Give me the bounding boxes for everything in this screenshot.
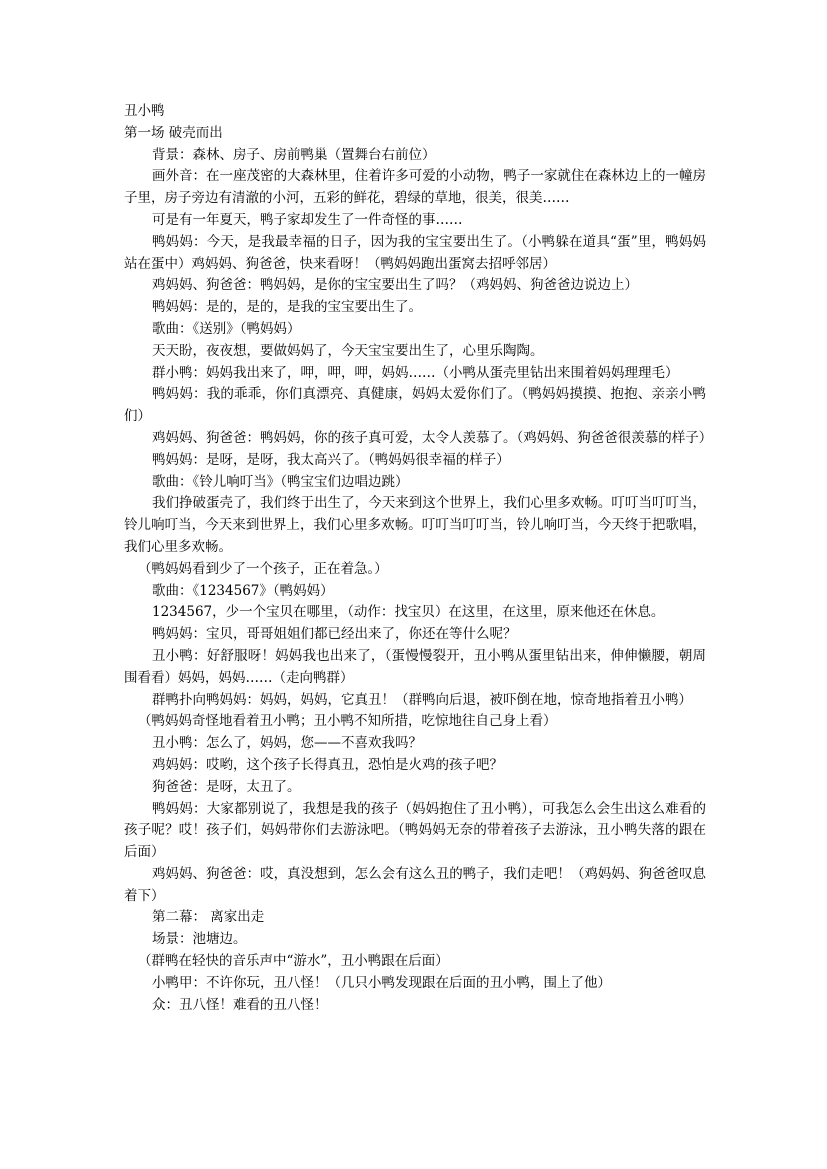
paragraph: 我们挣破蛋壳了，我们终于出生了，今天来到这个世界上，我们心里多欢畅。叮叮当叮叮当，铃儿响叮当，今天来到世界上，我们心里多欢畅。叮叮当叮叮当，铃儿响叮当，今天终于把歌唱，我们心里多欢畅。 — [124, 495, 706, 555]
paragraph: 天天盼，夜夜想，要做妈妈了，今天宝宝要出生了，心里乐陶陶。 — [152, 342, 544, 359]
paragraph: 鸭妈妈：今天，是我最幸福的日子，因为我的宝宝要出生了。（小鸭躲在道具“蛋”里，鸭妈妈站在蛋中）鸡妈妈、狗爸爸，快来看呀！（鸭妈妈跑出蛋窝去招呼邻居） — [124, 233, 706, 272]
paragraph: 背景：森林、房子、房前鸭巢（置舞台右前位） — [152, 146, 436, 163]
paragraph: 歌曲：《铃儿响叮当》（鸭宝宝们边唱边跳） — [152, 473, 409, 490]
paragraph: 画外音：在一座茂密的大森林里，住着许多可爱的小动物，鸭子一家就住在森林边上的一幢房子里，房子旁边有清澈的小河，五彩的鲜花，碧绿的草地，很美，很美…… — [124, 168, 706, 207]
paragraph: （鸭妈妈看到少了一个孩子，正在着急。） — [138, 560, 388, 577]
paragraph: 第二幕： 离家出走 — [152, 909, 265, 926]
paragraph: （群鸭在轻快的音乐声中“游水”，丑小鸭跟在后面） — [138, 953, 449, 970]
document-title: 丑小鸭 — [124, 103, 165, 119]
paragraph: 群鸭扑向鸭妈妈：妈妈，妈妈，它真丑！（群鸭向后退，被吓倒在地，惊奇地指着丑小鸭） — [152, 691, 692, 708]
paragraph: 丑小鸭：怎么了，妈妈，您——不喜欢我吗？ — [152, 735, 422, 752]
paragraph: 歌曲：《送别》（鸭妈妈） — [152, 320, 301, 337]
paragraph: 众：丑八怪！难看的丑八怪！ — [152, 996, 328, 1013]
paragraph: 歌曲：《1234567》（鸭妈妈） — [152, 582, 334, 599]
paragraph: 1234567，少一个宝贝在哪里，（动作：找宝贝）在这里，在这里，原来他还在休息。 — [152, 604, 665, 621]
paragraph: 群小鸭：妈妈我出来了，呷，呷，呷，妈妈……（小鸭从蛋壳里钻出来围着妈妈理理毛） — [152, 364, 679, 381]
paragraph: 鸭妈妈：大家都别说了，我想是我的孩子（妈妈抱住了丑小鸭），可我怎么会生出这么难看的孩子呢？哎！孩子们，妈妈带你们去游泳吧。（鸭妈妈无奈的带着孩子去游泳，丑小鸭失落的跟在后面） — [124, 800, 706, 861]
paragraph: 场景：池塘边。 — [152, 931, 247, 948]
paragraph: 小鸭甲：不许你玩，丑八怪！（几只小鸭发现跟在后面的丑小鸭，围上了他） — [152, 974, 611, 991]
paragraph: 鸡妈妈：哎哟，这个孩子长得真丑，恐怕是火鸡的孩子吧？ — [152, 756, 503, 773]
document-body — [124, 101, 713, 1016]
paragraph: 鸡妈妈、狗爸爸：鸭妈妈，你的孩子真可爱，太令人羡慕了。（鸡妈妈、狗爸爸很羡慕的样子） — [152, 429, 713, 446]
paragraph: 丑小鸭：好舒服呀！妈妈我也出来了，（蛋慢慢裂开，丑小鸭从蛋里钻出来，伸伸懒腰，朝周围看看）妈妈，妈妈……（走向鸭群） — [124, 647, 706, 686]
paragraph: 鸭妈妈：是的，是的，是我的宝宝要出生了。 — [152, 299, 422, 316]
paragraph: 鸡妈妈、狗爸爸：鸭妈妈，是你的宝宝要出生了吗？（鸡妈妈、狗爸爸边说边上） — [152, 277, 638, 294]
paragraph: 可是有一年夏天，鸭子家却发生了一件奇怪的事…… — [152, 211, 463, 228]
paragraph: 鸭妈妈：是呀，是呀，我太高兴了。（鸭妈妈很幸福的样子） — [152, 451, 510, 468]
paragraph-list — [124, 123, 713, 1017]
paragraph: （鸭妈妈奇怪地看着丑小鸭；丑小鸭不知所措，吃惊地往自己身上看） — [138, 713, 557, 730]
paragraph: 狗爸爸：是呀，太丑了。 — [152, 778, 301, 795]
paragraph: 鸡妈妈、狗爸爸：哎，真没想到，怎么会有这么丑的鸭子，我们走吧！（鸡妈妈、狗爸爸叹息着下） — [124, 865, 706, 904]
paragraph: 第一场 破壳而出 — [124, 124, 223, 141]
paragraph: 鸭妈妈：我的乖乖，你们真漂亮、真健康，妈妈太爱你们了。（鸭妈妈摸摸、抱抱、亲亲小鸭们） — [124, 386, 706, 425]
paragraph: 鸭妈妈：宝贝，哥哥姐姐们都已经出来了，你还在等什么呢？ — [152, 626, 517, 643]
